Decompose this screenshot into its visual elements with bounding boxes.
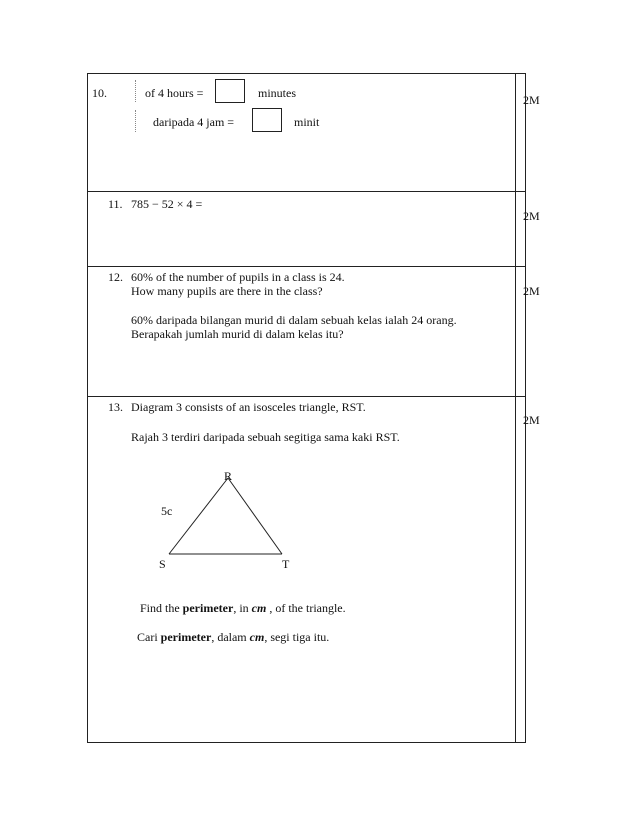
question-expression: 785 − 52 × 4 = — [131, 197, 203, 211]
answer-box-minutes[interactable] — [215, 79, 245, 103]
question-number: 11. — [108, 197, 123, 211]
question-text-en-line2: How many pupils are there in the class? — [131, 284, 323, 298]
vertex-label-s: S — [159, 557, 166, 571]
vertex-label-t: T — [282, 557, 290, 571]
question-text-ms-find: Cari perimeter, dalam cm, segi tiga itu. — [137, 630, 330, 644]
question-number: 13. — [108, 400, 123, 414]
row-divider-11-12 — [87, 266, 526, 267]
side-rs — [169, 478, 228, 554]
row-divider-10-11 — [87, 191, 526, 192]
vertex-label-r: R — [224, 469, 233, 483]
row-divider-12-13 — [87, 396, 526, 397]
question-text-en-intro: Diagram 3 consists of an isosceles triangle, RST. — [131, 400, 366, 414]
marks-label: 2M — [523, 284, 540, 298]
question-number: 12. — [108, 270, 123, 284]
answer-box-minit[interactable] — [252, 108, 282, 132]
question-text-ms-line2: Berapakah jumlah murid di dalam kelas itu? — [131, 327, 344, 341]
marks-label: 2M — [523, 93, 540, 107]
unit-label-en: minutes — [258, 86, 296, 100]
marks-label: 2M — [523, 413, 540, 427]
question-text-ms: daripada 4 jam = — [153, 115, 235, 129]
marks-label: 2M — [523, 209, 540, 223]
marks-column-divider — [515, 73, 516, 743]
question-number: 10. — [92, 86, 107, 100]
question-text-ms-line1: 60% daripada bilangan murid di dalam sebuah kelas ialah 24 orang. — [131, 313, 457, 327]
question-text-en-line1: 60% of the number of pupils in a class is 24. — [131, 270, 345, 284]
unit-label-ms: minit — [294, 115, 320, 129]
fraction-placeholder-marker — [135, 80, 136, 102]
question-text-en: of 4 hours = — [145, 86, 204, 100]
question-text-en-find: Find the perimeter, in cm , of the triangle. — [140, 601, 346, 615]
question-text-ms-intro: Rajah 3 terdiri daripada sebuah segitiga sama kaki RST. — [131, 430, 400, 444]
side-rt — [228, 478, 282, 554]
fraction-placeholder-marker — [135, 110, 136, 132]
side-length-label: 5c — [161, 504, 173, 518]
